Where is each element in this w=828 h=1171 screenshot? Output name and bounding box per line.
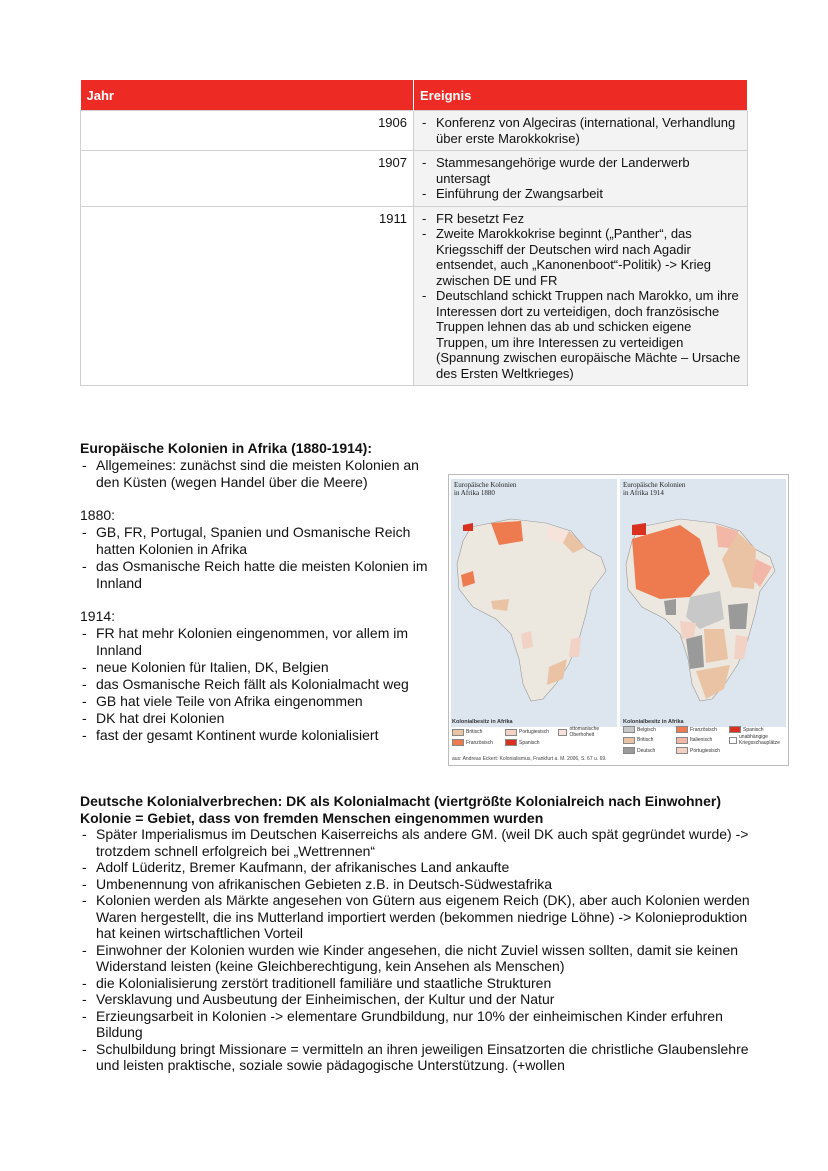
event-item: - Deutschland schickt Truppen nach Marokko, um ihre Interessen dort zu verteidigen, doch französische Truppen lehnen das ab und schicken eigene Truppen, um ihre Interessen zu verteidigen (Spannung zwischen europäische Mächte – Ursache des Ersten Weltkrieges) [420, 288, 741, 381]
events-table [80, 80, 748, 386]
year-cell: 1907 [81, 151, 414, 207]
legend-1914 [623, 719, 783, 755]
legend-label: Italienisch [690, 737, 713, 743]
event-item: - FR besetzt Fez [420, 211, 741, 227]
legend-item [452, 726, 505, 738]
legend-item [676, 726, 729, 733]
event-item: - Einführung der Zwangsarbeit [420, 186, 741, 202]
map-1880-title-line2: in Afrika 1880 [454, 489, 495, 497]
header-jahr: Jahr [81, 80, 414, 111]
legend-swatch [676, 747, 688, 754]
legend-swatch [729, 726, 741, 733]
event-cell [414, 151, 748, 207]
legend-label: Portugiesisch [519, 729, 550, 735]
event-item: - Stammesangehörige wurde der Landerwerb untersagt [420, 155, 741, 186]
legend-label: Französisch [466, 739, 493, 746]
legend-item [505, 726, 558, 738]
legend-label: Belgisch [637, 726, 656, 733]
legend-item [623, 726, 676, 733]
legend-label: Französisch [690, 726, 717, 733]
legend-label: Portugiesisch [690, 747, 721, 754]
legend-item [729, 734, 782, 746]
colony-definition: Kolonie = Gebiet, dass von fremden Menschen eingenommen wurden [80, 809, 544, 826]
legend-label: Britisch [637, 737, 654, 743]
list-item: - Versklavung und Ausbeutung der Einheimischen, der Kultur und der Natur [80, 991, 760, 1008]
legend-swatch [558, 729, 567, 736]
header-ereignis: Ereignis [414, 80, 748, 111]
legend-item [452, 739, 505, 746]
year-label-1914: 1914: [80, 608, 116, 624]
list-item: - Einwohner der Kolonien wurden wie Kinder angesehen, die nicht Zuviel wissen sollten, damit sie keinen Widerstand leisten (keine Gleichberechtigung, kein Ansehen als Menschen) [80, 942, 760, 975]
legend-swatch [452, 729, 464, 736]
legend-label: Spanisch [519, 739, 540, 746]
year-cell: 1906 [81, 111, 414, 151]
colonies-section [80, 440, 440, 744]
legend-label: Deutsch [637, 747, 656, 754]
map-1914-title-line1: Europäische Kolonien [623, 481, 686, 489]
legend-item [676, 734, 729, 746]
list-item: - FR hat mehr Kolonien eingenommen, vor allem im Innland [80, 625, 440, 659]
list-item: - die Kolonialisierung zerstört traditionell familiäre und staatliche Strukturen [80, 975, 760, 992]
legend-swatch [729, 737, 737, 744]
event-cell [414, 206, 748, 386]
africa-1880-illustration [451, 479, 617, 727]
legend-1914-title: Kolonialbesitz in Afrika [623, 719, 684, 725]
legend-1880-title: Kolonialbesitz in Afrika [452, 719, 513, 725]
africa-1914-illustration [620, 479, 786, 727]
legend-item [558, 726, 611, 738]
list-item: - GB, FR, Portugal, Spanien und Osmanische Reich hatten Kolonien in Afrika [80, 524, 440, 558]
event-item: - Konferenz von Algeciras (international, Verhandlung über erste Marokkokrise) [420, 115, 741, 146]
legend-item [676, 747, 729, 754]
legend-label: Britisch [466, 729, 483, 735]
list-item: - Erzieungsarbeit in Kolonien -> elementare Grundbildung, nur 10% der einheimischen Kinder erfuhren Bildung [80, 1008, 760, 1041]
africa-maps-figure [448, 474, 789, 766]
map-1880 [451, 479, 617, 727]
list-item: - Kolonien werden als Märkte angesehen von Gütern aus eigenem Reich (DK), aber auch Kolonien werden Waren hergestellt, die ins Mutterland importiert werden (bekommen niedrige Löhne) -> Kolonieproduktion hat keinen wirtschaftlichen Vorteil [80, 892, 760, 942]
table-row [81, 151, 748, 207]
map-caption: aus: Andreas Eckert: Kolonialismus, Frankfurt a. M. 2006, S. 67 u. 69. [452, 756, 607, 762]
list-item: - fast der gesamt Kontinent wurde kolonialisiert [80, 727, 440, 744]
list-item: - Schulbildung bringt Missionare = vermitteln an ihren jeweiligen Einsatzorten die christliche Glaubenslehre und leisten praktische, soziale sowie pädagogische Unterstützung. (+wollen [80, 1041, 760, 1074]
legend-item [623, 747, 676, 754]
legend-1880 [452, 719, 612, 747]
year-label-1880: 1880: [80, 507, 116, 523]
map-1914-title [623, 481, 685, 497]
legend-swatch [623, 747, 635, 754]
list-item: - GB hat viele Teile von Afrika eingenommen [80, 693, 440, 710]
legend-swatch [505, 739, 517, 746]
map-1880-title [454, 481, 516, 497]
map-1914-title-line2: in Afrika 1914 [623, 489, 664, 497]
list-item: - neue Kolonien für Italien, DK, Belgien [80, 659, 440, 676]
list-item: - DK hat drei Kolonien [80, 710, 440, 727]
legend-swatch [505, 729, 517, 736]
event-cell [414, 111, 748, 151]
legend-swatch [676, 737, 688, 744]
map-1880-title-line1: Europäische Kolonien [454, 481, 517, 489]
table-row [81, 111, 748, 151]
legend-item [505, 739, 558, 746]
list-item: - das Osmanische Reich hatte die meisten Kolonien im Innland [80, 558, 440, 592]
legend-item [729, 726, 782, 733]
legend-swatch [452, 739, 464, 746]
list-item: - Allgemeines: zunächst sind die meisten Kolonien an den Küsten (wegen Handel über die Meere) [80, 457, 440, 491]
legend-label: unabhängige Kriegsschauplätze [739, 734, 780, 746]
legend-swatch [623, 737, 635, 744]
legend-swatch [623, 726, 635, 733]
legend-label: ottomanische Oberhoheit [569, 726, 600, 738]
table-header-row [81, 80, 748, 111]
legend-swatch [676, 726, 688, 733]
event-item: - Zweite Marokkokrise beginnt („Panther“, das Kriegsschiff der Deutschen wird nach Agadir entsendet, auch „Kanonenboot“-Politik) -> Krieg zwischen DE und FR [420, 226, 741, 288]
legend-item [623, 734, 676, 746]
colonies-heading: Europäische Kolonien in Afrika (1880-1914): [80, 440, 373, 456]
map-1914 [620, 479, 786, 727]
colonial-crimes-heading: Deutsche Kolonialverbrechen: DK als Kolonialmacht (viertgrößte Kolonialreich nach Einwohner) [80, 793, 722, 809]
colonial-crimes-section [80, 793, 760, 1074]
legend-label: Spanisch [743, 726, 764, 733]
list-item: - Später Imperialismus im Deutschen Kaiserreichs als andere GM. (weil DK auch spät gegründet wurde) -> trotzdem schnell erfolgreich bei „Wettrennen“ [80, 826, 760, 859]
year-cell: 1911 [81, 206, 414, 386]
table-row [81, 206, 748, 386]
list-item: - das Osmanische Reich fällt als Kolonialmacht weg [80, 676, 440, 693]
list-item: - Adolf Lüderitz, Bremer Kaufmann, der afrikanisches Land ankaufte [80, 859, 760, 876]
list-item: - Umbenennung von afrikanischen Gebieten z.B. in Deutsch-Südwestafrika [80, 876, 760, 893]
